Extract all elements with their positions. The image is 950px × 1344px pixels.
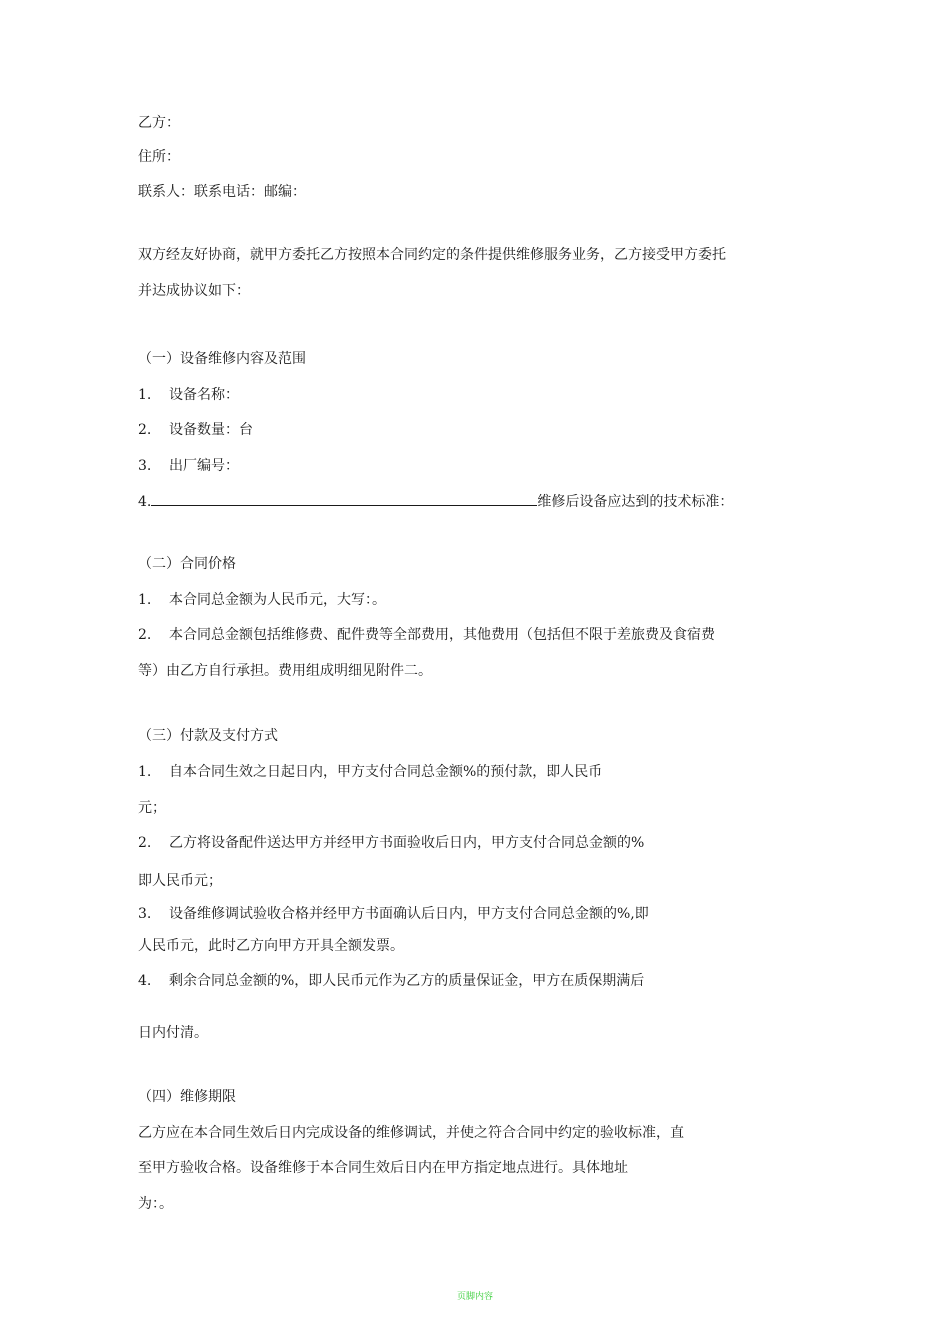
section3-item-1 xyxy=(138,763,602,781)
item-number: 1. xyxy=(138,387,152,403)
fill-in-blank xyxy=(151,493,537,506)
item-number: 3. xyxy=(138,906,152,922)
item-number: 3. xyxy=(138,458,152,474)
section1-item-1 xyxy=(138,386,239,404)
item-number: 4. xyxy=(138,494,152,510)
item-text: 设备维修调试验收合格并经甲方书面确认后日内，甲方支付合同总金额的%,即 xyxy=(169,906,649,922)
section2-item-2-cont: 等）由乙方自行承担。费用组成明细见附件二。 xyxy=(138,663,432,679)
section1-item-2 xyxy=(138,421,253,439)
section4-line-1: 乙方应在本合同生效后日内完成设备的维修调试，并使之符合合同中约定的验收标准，直 xyxy=(138,1125,684,1141)
section4-line-2: 至甲方验收合格。设备维修于本合同生效后日内在甲方指定地点进行。具体地址 xyxy=(138,1160,628,1176)
section3-heading: （三）付款及支付方式 xyxy=(138,728,278,744)
item-text: 乙方将设备配件送达甲方并经甲方书面验收后日内，甲方支付合同总金额的% xyxy=(169,835,645,851)
section3-item-2-cont: 即人民币元； xyxy=(138,873,222,889)
intro-line-2: 并达成协议如下： xyxy=(138,283,250,299)
item-number: 1. xyxy=(138,764,152,780)
section3-item-4 xyxy=(138,972,644,990)
item-text: 剩余合同总金额的%，即人民币元作为乙方的质量保证金，甲方在质保期满后 xyxy=(169,973,645,989)
item-number: 2. xyxy=(138,835,152,851)
section4-line-3: 为：。 xyxy=(138,1196,173,1212)
address-line: 住所： xyxy=(138,149,180,165)
section3-item-1-cont: 元； xyxy=(138,800,166,816)
contacts-line: 联系人：联系电话：邮编： xyxy=(138,184,306,200)
section4-heading: （四）维修期限 xyxy=(138,1089,236,1105)
page-footer: 页脚内容 xyxy=(456,1292,493,1302)
item-text: 设备数量：台 xyxy=(169,422,253,438)
item-text: 本合同总金额为人民币元，大写：。 xyxy=(169,592,386,608)
section1-item-3 xyxy=(138,457,239,475)
intro-line-1: 双方经友好协商，就甲方委托乙方按照本合同约定的条件提供维修服务业务，乙方接受甲方委托 xyxy=(138,247,726,263)
item-text: 出厂编号： xyxy=(169,458,239,474)
section2-item-2 xyxy=(138,626,715,644)
item-text: 自本合同生效之日起日内，甲方支付合同总金额%的预付款，即人民币 xyxy=(169,764,603,780)
item-number: 2. xyxy=(138,422,152,438)
item-text: 设备名称： xyxy=(169,387,239,403)
section1-heading: （一）设备维修内容及范围 xyxy=(138,351,306,367)
section1-item-4 xyxy=(138,493,733,511)
section2-heading: （二）合同价格 xyxy=(138,556,236,572)
item-text: 本合同总金额包括维修费、配件费等全部费用，其他费用（包括但不限于差旅费及食宿费 xyxy=(169,627,715,643)
section3-item-4-cont: 日内付清。 xyxy=(138,1025,208,1041)
party-b-line: 乙方： xyxy=(138,115,180,131)
item-number: 2. xyxy=(138,627,152,643)
item-text: 维修后设备应达到的技术标准： xyxy=(537,494,734,510)
section3-item-3 xyxy=(138,905,649,923)
section2-item-1 xyxy=(138,591,386,609)
section3-item-3-cont: 人民币元，此时乙方向甲方开具全额发票。 xyxy=(138,938,404,954)
item-number: 4. xyxy=(138,973,152,989)
item-number: 1. xyxy=(138,592,152,608)
section3-item-2 xyxy=(138,834,644,852)
